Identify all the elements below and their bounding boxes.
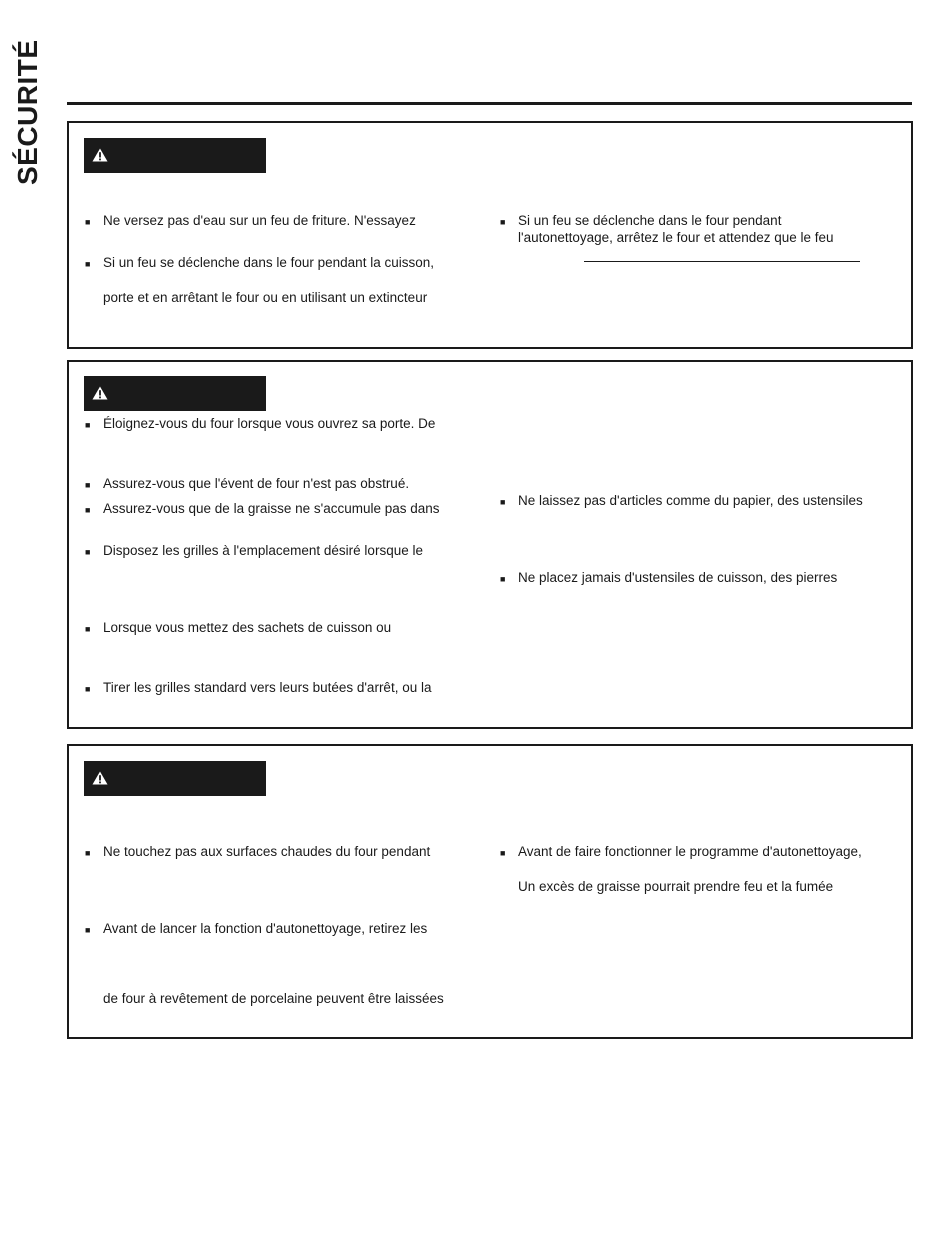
underline-rule: [584, 261, 860, 262]
warning-text-line: Assurez-vous que de la graisse ne s'accumule pas dans: [103, 501, 440, 516]
warning-box-burns: [67, 360, 913, 729]
bullet-icon: ■: [85, 217, 91, 227]
bullet-icon: ■: [85, 684, 91, 694]
warning-triangle-icon: [92, 148, 108, 162]
header-rule: [67, 102, 912, 105]
warning-text-line: de four à revêtement de porcelaine peuvent être laissées: [103, 991, 444, 1006]
bullet-icon: ■: [85, 420, 91, 430]
bullet-icon: ■: [85, 848, 91, 858]
warning-header-bar: [84, 761, 266, 796]
warning-triangle-icon: [92, 386, 108, 400]
bullet-icon: ■: [85, 505, 91, 515]
warning-text-line: Disposez les grilles à l'emplacement désiré lorsque le: [103, 543, 423, 558]
warning-text-line: Éloignez-vous du four lorsque vous ouvrez sa porte. De: [103, 416, 436, 431]
warning-header-bar: [84, 138, 266, 173]
bullet-icon: ■: [500, 497, 506, 507]
warning-text-line: Ne laissez pas d'articles comme du papier, des ustensiles: [518, 493, 863, 508]
bullet-icon: ■: [85, 925, 91, 935]
section-title-vertical: SÉCURITÉ: [12, 39, 43, 185]
warning-text-line: Tirer les grilles standard vers leurs butées d'arrêt, ou la: [103, 680, 432, 695]
warning-box-self-clean: [67, 744, 913, 1039]
warning-text-line: Si un feu se déclenche dans le four pendant la cuisson,: [103, 255, 434, 270]
warning-text-line: Un excès de graisse pourrait prendre feu et la fumée: [518, 879, 834, 894]
warning-text-line: Ne placez jamais d'ustensiles de cuisson, des pierres: [518, 570, 838, 585]
warning-text-line: Avant de lancer la fonction d'autonettoyage, retirez les: [103, 921, 428, 936]
warning-triangle-icon: [92, 771, 108, 785]
bullet-icon: ■: [500, 217, 506, 227]
warning-box-fire: [67, 121, 913, 349]
bullet-icon: ■: [500, 848, 506, 858]
warning-text-line: Si un feu se déclenche dans le four pendant: [518, 213, 782, 228]
bullet-icon: ■: [500, 574, 506, 584]
warning-header-bar: [84, 376, 266, 411]
warning-text-line: Avant de faire fonctionner le programme d'autonettoyage,: [518, 844, 862, 859]
warning-text-line: Ne touchez pas aux surfaces chaudes du four pendant: [103, 844, 431, 859]
bullet-icon: ■: [85, 624, 91, 634]
warning-text-line: Assurez-vous que l'évent de four n'est pas obstrué.: [103, 476, 410, 491]
warning-text-line: Ne versez pas d'eau sur un feu de friture. N'essayez: [103, 213, 416, 228]
warning-text-line: l'autonettoyage, arrêtez le four et attendez que le feu: [518, 230, 834, 245]
warning-text-line: Lorsque vous mettez des sachets de cuisson ou: [103, 620, 392, 635]
bullet-icon: ■: [85, 547, 91, 557]
bullet-icon: ■: [85, 480, 91, 490]
bullet-icon: ■: [85, 259, 91, 269]
warning-text-line: porte et en arrêtant le four ou en utilisant un extincteur: [103, 290, 428, 305]
